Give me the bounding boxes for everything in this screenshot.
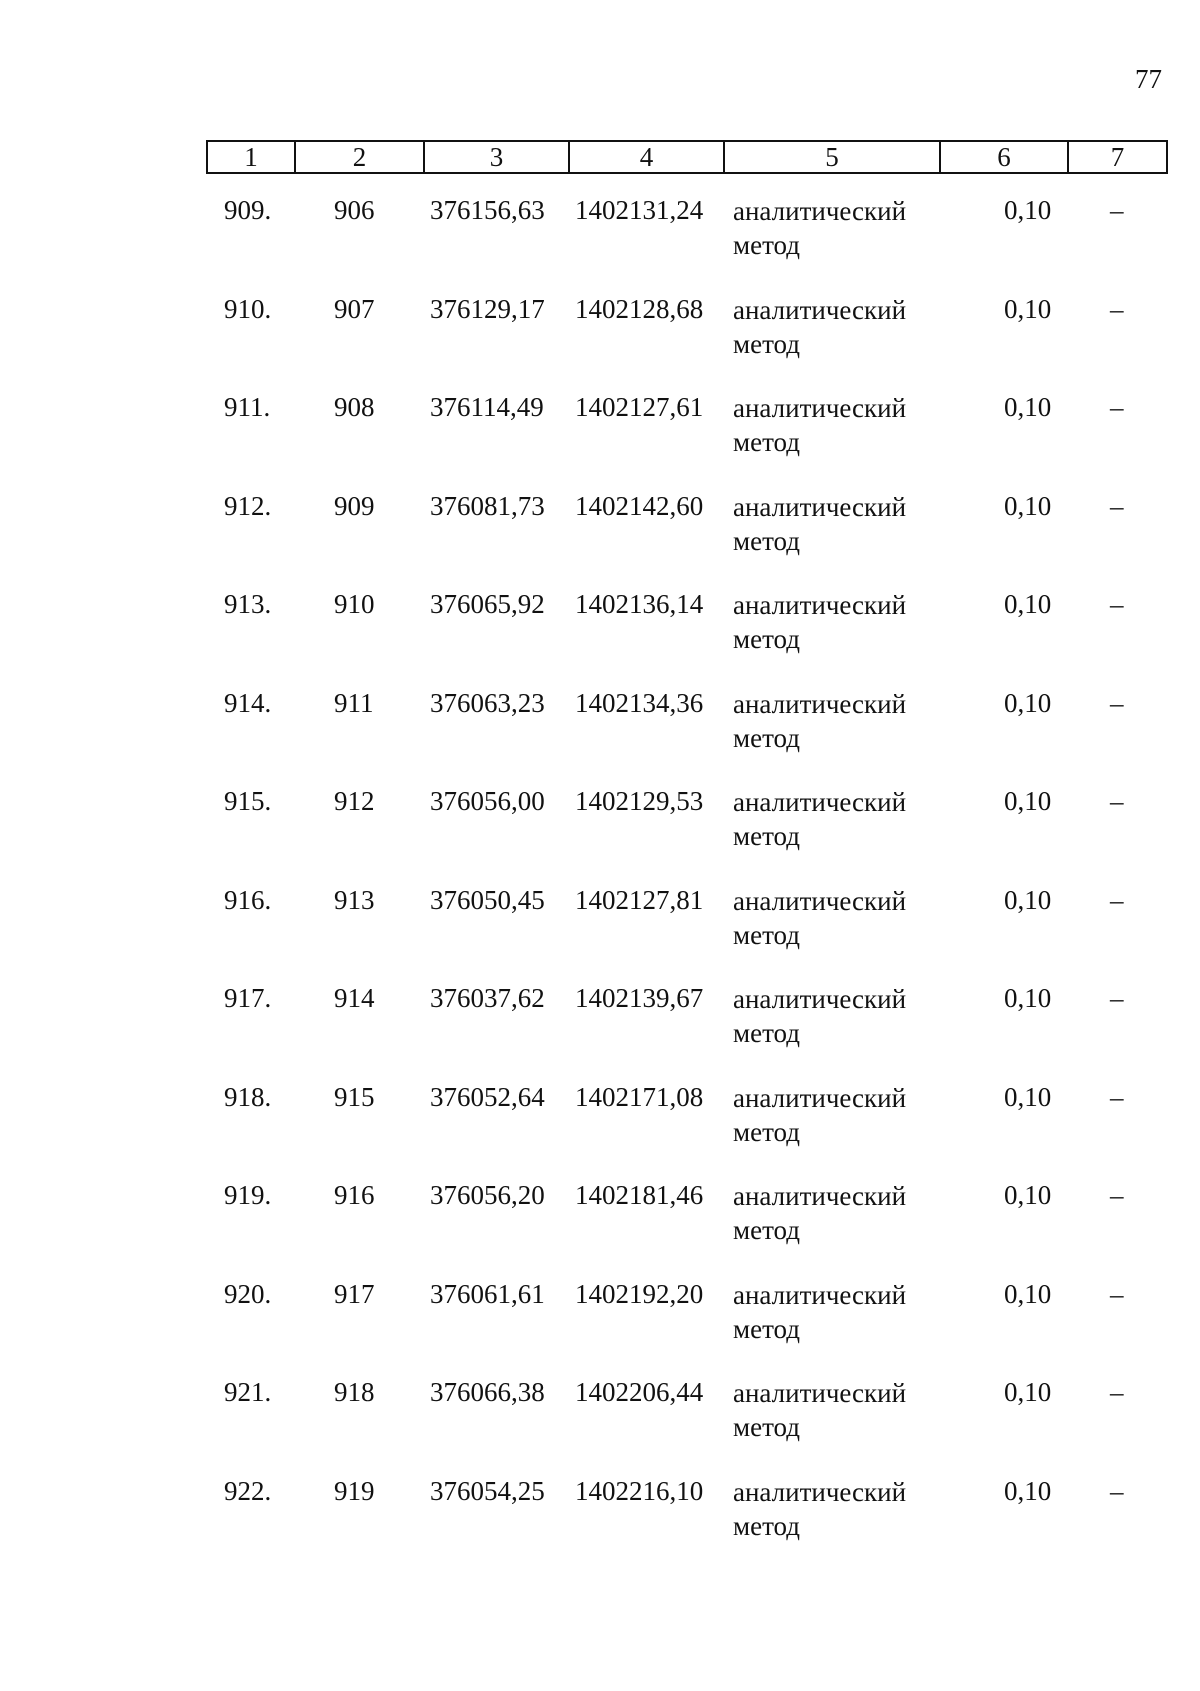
table-row bbox=[206, 588, 1168, 687]
table-row bbox=[206, 884, 1168, 983]
coordinate-y: 1402127,81 bbox=[575, 884, 704, 915]
row-number: 919. bbox=[224, 1180, 272, 1210]
method-line-1: аналитический bbox=[733, 787, 907, 817]
accuracy-value: 0,10 bbox=[1004, 195, 1052, 225]
method-line-2: метод bbox=[733, 624, 800, 654]
method-line-1: аналитический bbox=[733, 984, 907, 1014]
method-line-2: метод bbox=[733, 427, 800, 457]
method-cell bbox=[733, 1278, 906, 1346]
accuracy-value: 0,10 bbox=[1004, 293, 1052, 324]
method-cell bbox=[733, 785, 906, 853]
coordinate-x: 376056,00 bbox=[430, 786, 545, 816]
header-col-4: 4 bbox=[570, 142, 725, 172]
coordinate-y: 1402127,61 bbox=[575, 392, 704, 422]
table-body bbox=[206, 194, 1168, 1573]
method-line-2: метод bbox=[733, 919, 800, 950]
method-line-2: метод bbox=[733, 1412, 800, 1442]
coordinate-x: 376129,17 bbox=[430, 293, 545, 324]
coordinate-y: 1402206,44 bbox=[575, 1377, 704, 1407]
header-col-7: 7 bbox=[1110, 142, 1125, 172]
method-line-2: метод bbox=[733, 1313, 800, 1344]
point-number: 910 bbox=[334, 589, 375, 619]
method-cell bbox=[733, 1376, 906, 1444]
table-row bbox=[206, 293, 1168, 392]
note-value: – bbox=[1110, 1377, 1124, 1407]
method-line-1: аналитический bbox=[733, 590, 907, 620]
row-number: 918. bbox=[224, 1081, 272, 1112]
note-value: – bbox=[1110, 1278, 1124, 1309]
coordinate-x: 376054,25 bbox=[430, 1475, 545, 1506]
method-line-2: метод bbox=[733, 525, 800, 556]
point-number: 909 bbox=[334, 490, 375, 521]
point-number: 906 bbox=[334, 195, 375, 225]
method-line-1: аналитический bbox=[733, 688, 907, 719]
accuracy-value: 0,10 bbox=[1004, 1475, 1052, 1506]
note-value: – bbox=[1110, 589, 1124, 619]
table-row bbox=[206, 194, 1168, 293]
coordinate-x: 376066,38 bbox=[430, 1377, 545, 1407]
point-number: 914 bbox=[334, 983, 375, 1013]
coordinate-x: 376037,62 bbox=[430, 983, 545, 1013]
table-row bbox=[206, 490, 1168, 589]
method-cell bbox=[733, 884, 906, 952]
method-line-2: метод bbox=[733, 821, 800, 851]
table-row bbox=[206, 1278, 1168, 1377]
coordinate-x: 376114,49 bbox=[430, 392, 544, 422]
coordinate-x: 376156,63 bbox=[430, 195, 545, 225]
coordinate-y: 1402171,08 bbox=[575, 1081, 704, 1112]
row-number: 909. bbox=[224, 195, 272, 225]
note-value: – bbox=[1110, 293, 1124, 324]
method-line-1: аналитический bbox=[733, 294, 907, 325]
row-number: 917. bbox=[224, 983, 272, 1013]
note-value: – bbox=[1110, 392, 1124, 422]
method-line-2: метод bbox=[733, 328, 800, 359]
header-col-1: 1 bbox=[208, 142, 296, 172]
row-number: 921. bbox=[224, 1377, 272, 1407]
method-line-1: аналитический bbox=[733, 1279, 907, 1310]
row-number: 910. bbox=[224, 293, 272, 324]
coordinate-x: 376081,73 bbox=[430, 490, 545, 521]
method-cell bbox=[733, 1081, 906, 1149]
row-number: 920. bbox=[224, 1278, 272, 1309]
method-line-1: аналитический bbox=[733, 393, 907, 423]
table-row bbox=[206, 1081, 1168, 1180]
coordinate-y: 1402129,53 bbox=[575, 786, 704, 816]
point-number: 912 bbox=[334, 786, 375, 816]
coordinate-x: 376063,23 bbox=[430, 687, 545, 718]
table-header-row bbox=[206, 140, 1168, 174]
row-number: 915. bbox=[224, 786, 272, 816]
coordinate-y: 1402216,10 bbox=[575, 1475, 704, 1506]
point-number: 911 bbox=[334, 687, 374, 718]
method-cell bbox=[733, 293, 906, 361]
point-number: 908 bbox=[334, 392, 375, 422]
coordinate-x: 376056,20 bbox=[430, 1180, 545, 1210]
row-number: 916. bbox=[224, 884, 272, 915]
method-line-1: аналитический bbox=[733, 885, 907, 916]
header-col-6: 6 bbox=[941, 142, 1069, 172]
note-value: – bbox=[1110, 786, 1124, 816]
header-col-3: 3 bbox=[425, 142, 570, 172]
method-cell bbox=[733, 1179, 906, 1247]
method-cell bbox=[733, 982, 906, 1050]
note-value: – bbox=[1110, 195, 1124, 225]
coordinate-y: 1402134,36 bbox=[575, 687, 704, 718]
coordinate-y: 1402131,24 bbox=[575, 195, 704, 225]
accuracy-value: 0,10 bbox=[1004, 1377, 1052, 1407]
table-row bbox=[206, 1179, 1168, 1278]
method-cell bbox=[733, 1475, 906, 1543]
note-value: – bbox=[1110, 1180, 1124, 1210]
method-cell bbox=[733, 687, 906, 755]
point-number: 913 bbox=[334, 884, 375, 915]
note-value: – bbox=[1110, 983, 1124, 1013]
method-line-1: аналитический bbox=[733, 1378, 907, 1408]
point-number: 919 bbox=[334, 1475, 375, 1506]
method-line-2: метод bbox=[733, 1116, 800, 1147]
method-line-2: метод bbox=[733, 722, 800, 753]
method-cell bbox=[733, 391, 906, 459]
point-number: 918 bbox=[334, 1377, 375, 1407]
table-row bbox=[206, 1376, 1168, 1475]
method-line-2: метод bbox=[733, 1018, 800, 1048]
coordinate-x: 376061,61 bbox=[430, 1278, 545, 1309]
point-number: 915 bbox=[334, 1081, 375, 1112]
point-number: 917 bbox=[334, 1278, 375, 1309]
table-row bbox=[206, 687, 1168, 786]
method-cell bbox=[733, 490, 906, 558]
coordinate-y: 1402128,68 bbox=[575, 293, 704, 324]
coordinate-y: 1402192,20 bbox=[575, 1278, 704, 1309]
coordinate-x: 376050,45 bbox=[430, 884, 545, 915]
accuracy-value: 0,10 bbox=[1004, 589, 1052, 619]
accuracy-value: 0,10 bbox=[1004, 490, 1052, 521]
accuracy-value: 0,10 bbox=[1004, 1180, 1052, 1210]
accuracy-value: 0,10 bbox=[1004, 983, 1052, 1013]
note-value: – bbox=[1110, 490, 1124, 521]
method-line-1: аналитический bbox=[733, 1476, 907, 1507]
row-number: 912. bbox=[224, 490, 272, 521]
table-row bbox=[206, 391, 1168, 490]
coordinate-y: 1402181,46 bbox=[575, 1180, 704, 1210]
method-line-2: метод bbox=[733, 1215, 800, 1245]
page-number: 77 bbox=[1135, 64, 1162, 94]
note-value: – bbox=[1110, 687, 1124, 718]
method-line-2: метод bbox=[733, 230, 800, 260]
coordinate-x: 376065,92 bbox=[430, 589, 545, 619]
coordinate-y: 1402136,14 bbox=[575, 589, 704, 619]
note-value: – bbox=[1110, 1475, 1124, 1506]
point-number: 916 bbox=[334, 1180, 375, 1210]
note-value: – bbox=[1110, 1081, 1124, 1112]
accuracy-value: 0,10 bbox=[1004, 786, 1052, 816]
row-number: 922. bbox=[224, 1475, 272, 1506]
note-value: – bbox=[1110, 884, 1124, 915]
row-number: 914. bbox=[224, 687, 272, 718]
accuracy-value: 0,10 bbox=[1004, 884, 1052, 915]
table-row bbox=[206, 785, 1168, 884]
coordinate-y: 1402142,60 bbox=[575, 490, 704, 521]
method-line-2: метод bbox=[733, 1510, 800, 1541]
table-row bbox=[206, 1475, 1168, 1574]
table-row bbox=[206, 982, 1168, 1081]
method-line-1: аналитический bbox=[733, 1082, 907, 1113]
point-number: 907 bbox=[334, 293, 375, 324]
method-line-1: аналитический bbox=[733, 491, 907, 522]
row-number: 911. bbox=[224, 392, 271, 422]
accuracy-value: 0,10 bbox=[1004, 392, 1052, 422]
method-line-1: аналитический bbox=[733, 1181, 907, 1211]
coordinate-x: 376052,64 bbox=[430, 1081, 545, 1112]
header-col-5: 5 bbox=[725, 142, 941, 172]
accuracy-value: 0,10 bbox=[1004, 687, 1052, 718]
method-line-1: аналитический bbox=[733, 196, 907, 226]
method-cell bbox=[733, 194, 906, 262]
accuracy-value: 0,10 bbox=[1004, 1081, 1052, 1112]
row-number: 913. bbox=[224, 589, 272, 619]
accuracy-value: 0,10 bbox=[1004, 1278, 1052, 1309]
header-col-2: 2 bbox=[296, 142, 425, 172]
coordinate-y: 1402139,67 bbox=[575, 983, 704, 1013]
method-cell bbox=[733, 588, 906, 656]
